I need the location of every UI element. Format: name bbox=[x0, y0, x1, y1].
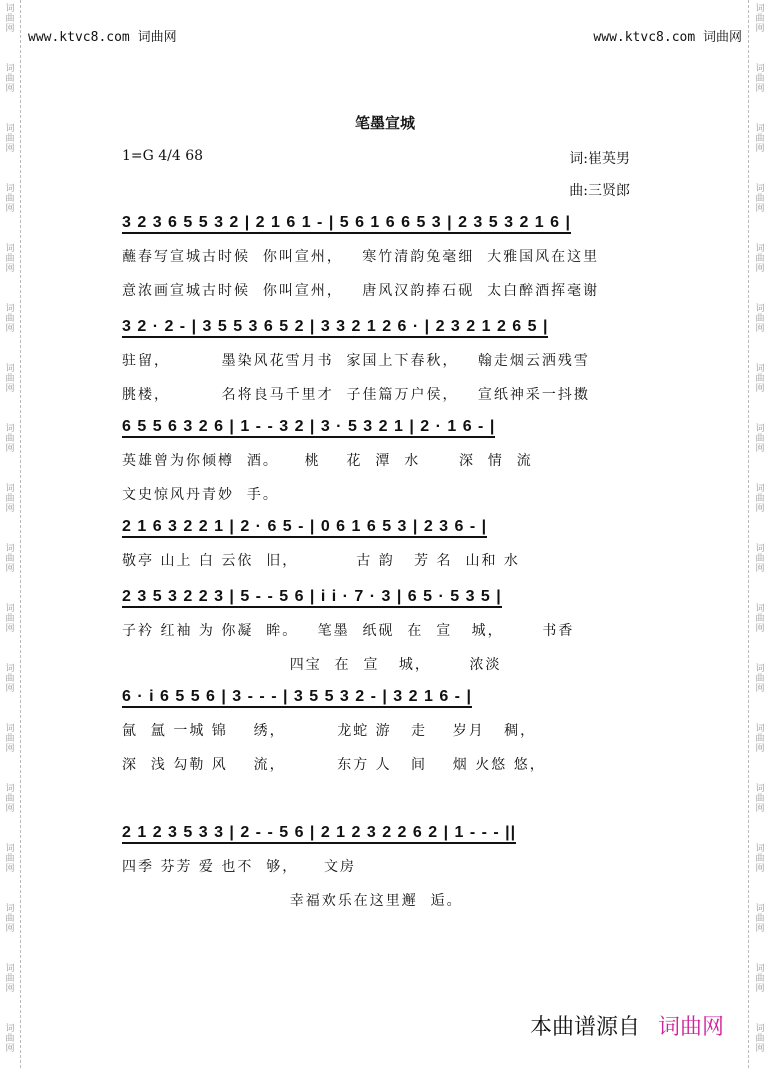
watermark-char: 词 bbox=[755, 244, 765, 254]
watermark-group bbox=[752, 184, 768, 244]
watermark-char: 词 bbox=[5, 844, 15, 854]
watermark-char: 网 bbox=[755, 84, 765, 94]
watermark-char: 词 bbox=[755, 424, 765, 434]
watermark-group bbox=[2, 244, 18, 304]
watermark-group bbox=[752, 964, 768, 1024]
watermark-char: 曲 bbox=[755, 314, 765, 324]
watermark-char: 网 bbox=[755, 264, 765, 274]
watermark-group bbox=[752, 544, 768, 604]
watermark-group bbox=[2, 484, 18, 544]
watermark-group bbox=[2, 364, 18, 424]
watermark-char: 曲 bbox=[755, 494, 765, 504]
watermark-char: 曲 bbox=[755, 554, 765, 564]
notation-notes: 2 1 2 3 5 3 3 | 2 - - 5 6 | 2 1 2 3 2 2 6 2 | 1 - - - || bbox=[122, 824, 516, 844]
watermark-char: 网 bbox=[5, 504, 15, 514]
watermark-char: 网 bbox=[5, 1044, 15, 1054]
watermark-group bbox=[2, 4, 18, 64]
watermark-char: 词 bbox=[755, 1024, 765, 1034]
watermark-group bbox=[2, 904, 18, 964]
watermark-group bbox=[752, 604, 768, 664]
watermark-char: 网 bbox=[755, 984, 765, 994]
notation-notes: 3 2 3 6 5 5 3 2 | 2 1 6 1 - | 5 6 1 6 6 5 3 | 2 3 5 3 2 1 6 | bbox=[122, 214, 571, 234]
watermark-char: 网 bbox=[755, 204, 765, 214]
watermark-group bbox=[752, 4, 768, 64]
watermark-char: 曲 bbox=[755, 1034, 765, 1044]
left-watermark-column bbox=[2, 0, 18, 1072]
watermark-char: 曲 bbox=[755, 194, 765, 204]
watermark-group bbox=[2, 1024, 18, 1084]
watermark-group bbox=[2, 724, 18, 784]
right-watermark-column bbox=[752, 0, 768, 1072]
watermark-char: 词 bbox=[755, 664, 765, 674]
header-left-url[interactable]: www.ktvc8.com 词曲网 bbox=[28, 30, 177, 45]
watermark-group bbox=[752, 904, 768, 964]
watermark-char: 曲 bbox=[5, 374, 15, 384]
watermark-char: 网 bbox=[5, 744, 15, 754]
watermark-char: 网 bbox=[755, 1044, 765, 1054]
watermark-char: 曲 bbox=[755, 374, 765, 384]
notation-notes: 2 3 5 3 2 2 3 | 5 - - 5 6 | i i · 7 · 3 | 6 5 · 5 3 5 | bbox=[122, 588, 502, 608]
watermark-char: 曲 bbox=[755, 74, 765, 84]
watermark-char: 网 bbox=[5, 684, 15, 694]
watermark-char: 网 bbox=[5, 984, 15, 994]
watermark-char: 曲 bbox=[5, 314, 15, 324]
watermark-char: 网 bbox=[5, 144, 15, 154]
watermark-char: 词 bbox=[5, 364, 15, 374]
lyric-line: 氤 氲 一城 锦 绣， 龙蛇 游 走 岁月 稠， bbox=[122, 723, 537, 739]
watermark-char: 曲 bbox=[5, 134, 15, 144]
watermark-char: 词 bbox=[5, 4, 15, 14]
watermark-char: 网 bbox=[755, 924, 765, 934]
notation-line bbox=[122, 316, 642, 342]
watermark-char: 网 bbox=[755, 144, 765, 154]
watermark-char: 词 bbox=[755, 484, 765, 494]
watermark-char: 网 bbox=[755, 564, 765, 574]
watermark-group bbox=[752, 424, 768, 484]
watermark-char: 网 bbox=[755, 324, 765, 334]
right-margin-rule bbox=[748, 0, 749, 1068]
watermark-group bbox=[752, 1024, 768, 1084]
watermark-char: 词 bbox=[5, 484, 15, 494]
watermark-char: 曲 bbox=[5, 914, 15, 924]
watermark-char: 网 bbox=[755, 444, 765, 454]
watermark-group bbox=[2, 184, 18, 244]
watermark-char: 词 bbox=[5, 64, 15, 74]
watermark-char: 曲 bbox=[5, 434, 15, 444]
watermark-group bbox=[2, 424, 18, 484]
watermark-char: 网 bbox=[5, 204, 15, 214]
watermark-char: 网 bbox=[5, 24, 15, 34]
watermark-char: 曲 bbox=[755, 254, 765, 264]
watermark-char: 词 bbox=[5, 1024, 15, 1034]
watermark-char: 词 bbox=[755, 724, 765, 734]
lyric-line: 四季 芬芳 爱 也不 够， 文房 bbox=[122, 859, 357, 875]
watermark-char: 网 bbox=[5, 864, 15, 874]
watermark-char: 曲 bbox=[5, 494, 15, 504]
watermark-char: 曲 bbox=[755, 674, 765, 684]
watermark-char: 词 bbox=[755, 364, 765, 374]
watermark-char: 词 bbox=[5, 424, 15, 434]
watermark-char: 网 bbox=[755, 804, 765, 814]
footer-brand-link[interactable]: 词曲网 bbox=[657, 1015, 724, 1040]
watermark-char: 词 bbox=[755, 4, 765, 14]
watermark-char: 曲 bbox=[5, 14, 15, 24]
watermark-group bbox=[752, 304, 768, 364]
song-title: 笔墨宣城 bbox=[354, 114, 415, 132]
watermark-char: 曲 bbox=[5, 974, 15, 984]
watermark-group bbox=[2, 844, 18, 904]
watermark-char: 网 bbox=[5, 324, 15, 334]
watermark-char: 曲 bbox=[755, 794, 765, 804]
watermark-char: 网 bbox=[755, 744, 765, 754]
watermark-char: 网 bbox=[755, 24, 765, 34]
watermark-group bbox=[752, 784, 768, 844]
lyric-line: 文史惊风丹青妙 手。 bbox=[122, 487, 279, 503]
lyric-line: 蘸春写宣城古时候 你叫宣州， 寒竹清韵兔毫细 大雅国风在这里 bbox=[122, 249, 600, 265]
watermark-char: 曲 bbox=[5, 74, 15, 84]
watermark-char: 词 bbox=[5, 184, 15, 194]
notation-line bbox=[122, 822, 642, 848]
watermark-char: 词 bbox=[5, 604, 15, 614]
watermark-char: 词 bbox=[5, 784, 15, 794]
watermark-char: 曲 bbox=[5, 854, 15, 864]
watermark-group bbox=[752, 244, 768, 304]
watermark-char: 网 bbox=[5, 804, 15, 814]
watermark-group bbox=[752, 124, 768, 184]
lyric-line: 深 浅 勾勒 风 流， 东方 人 间 烟 火悠 悠， bbox=[122, 757, 546, 773]
watermark-group bbox=[752, 844, 768, 904]
notation-notes: 2 1 6 3 2 2 1 | 2 · 6 5 - | 0 6 1 6 5 3 | 2 3 6 - | bbox=[122, 518, 487, 538]
watermark-char: 词 bbox=[5, 124, 15, 134]
watermark-char: 曲 bbox=[755, 974, 765, 984]
lyric-line: 敬亭 山上 白 云依 旧， 古 韵 芳 名 山和 水 bbox=[122, 553, 520, 569]
notation-notes: 6 5 5 6 3 2 6 | 1 - - 3 2 | 3 · 5 3 2 1 | 2 · 1 6 - | bbox=[122, 418, 495, 438]
notation-line bbox=[122, 516, 642, 542]
watermark-char: 网 bbox=[5, 924, 15, 934]
notation-line bbox=[122, 586, 642, 612]
watermark-char: 曲 bbox=[755, 434, 765, 444]
watermark-char: 词 bbox=[755, 604, 765, 614]
watermark-char: 曲 bbox=[755, 134, 765, 144]
watermark-char: 词 bbox=[755, 64, 765, 74]
watermark-char: 曲 bbox=[755, 14, 765, 24]
watermark-char: 曲 bbox=[755, 914, 765, 924]
watermark-char: 曲 bbox=[5, 554, 15, 564]
lyric-line: 幸福欢乐在这里邂 逅。 bbox=[122, 893, 463, 909]
watermark-char: 词 bbox=[755, 304, 765, 314]
watermark-char: 曲 bbox=[5, 674, 15, 684]
lyric-line: 英雄曾为你倾樽 酒。 桃 花 潭 水 深 情 流 bbox=[122, 453, 533, 469]
notation-notes: 3 2 · 2 - | 3 5 5 3 6 5 2 | 3 3 2 1 2 6 · | 2 3 2 1 2 6 5 | bbox=[122, 318, 548, 338]
watermark-char: 词 bbox=[5, 244, 15, 254]
watermark-char: 词 bbox=[755, 784, 765, 794]
watermark-char: 词 bbox=[5, 964, 15, 974]
notation-notes: 6 · i 6 5 5 6 | 3 - - - | 3 5 5 3 2 - | 3 2 1 6 - | bbox=[122, 688, 472, 708]
watermark-group bbox=[2, 664, 18, 724]
watermark-char: 网 bbox=[755, 864, 765, 874]
watermark-group bbox=[752, 364, 768, 424]
watermark-group bbox=[2, 124, 18, 184]
lyricist: 词:崔英男 bbox=[569, 151, 630, 167]
watermark-group bbox=[2, 784, 18, 844]
watermark-group bbox=[752, 664, 768, 724]
watermark-char: 曲 bbox=[5, 734, 15, 744]
watermark-char: 网 bbox=[755, 384, 765, 394]
watermark-char: 曲 bbox=[755, 854, 765, 864]
watermark-char: 曲 bbox=[5, 794, 15, 804]
watermark-char: 词 bbox=[755, 904, 765, 914]
notation-line bbox=[122, 212, 642, 238]
watermark-char: 词 bbox=[5, 724, 15, 734]
watermark-char: 词 bbox=[5, 304, 15, 314]
watermark-group bbox=[2, 304, 18, 364]
watermark-char: 词 bbox=[755, 184, 765, 194]
watermark-char: 网 bbox=[755, 504, 765, 514]
watermark-char: 曲 bbox=[5, 1034, 15, 1044]
watermark-char: 词 bbox=[755, 544, 765, 554]
watermark-char: 网 bbox=[755, 624, 765, 634]
lyric-line: 四宝 在 宣 城， 浓淡 bbox=[122, 657, 502, 673]
header-right-url[interactable]: www.ktvc8.com 词曲网 bbox=[593, 30, 742, 45]
watermark-char: 网 bbox=[5, 444, 15, 454]
watermark-char: 曲 bbox=[5, 194, 15, 204]
lyric-line: 驻留， 墨染风花雪月书 家国上下春秋， 翰走烟云洒残雪 bbox=[122, 353, 590, 369]
footer-source-text: 本曲谱源自 bbox=[529, 1015, 640, 1040]
watermark-char: 网 bbox=[5, 384, 15, 394]
watermark-group bbox=[2, 964, 18, 1024]
watermark-char: 词 bbox=[5, 544, 15, 554]
watermark-char: 曲 bbox=[755, 614, 765, 624]
watermark-char: 网 bbox=[755, 684, 765, 694]
source-footer bbox=[530, 1010, 724, 1041]
composer: 曲:三贤郎 bbox=[569, 183, 630, 199]
notation-line bbox=[122, 686, 642, 712]
lyric-line: 意浓画宣城古时候 你叫宣州， 唐风汉韵捧石砚 太白醉酒挥毫谢 bbox=[122, 283, 600, 299]
watermark-group bbox=[752, 724, 768, 784]
watermark-char: 网 bbox=[5, 564, 15, 574]
watermark-char: 词 bbox=[5, 664, 15, 674]
key-signature: 1=G 4/4 68 bbox=[122, 148, 204, 164]
watermark-char: 词 bbox=[5, 904, 15, 914]
watermark-group bbox=[2, 604, 18, 664]
left-margin-rule bbox=[20, 0, 21, 1068]
lyric-line: 子衿 红袖 为 你凝 眸。 笔墨 纸砚 在 宣 城， 书香 bbox=[122, 623, 575, 639]
watermark-char: 曲 bbox=[755, 734, 765, 744]
watermark-char: 曲 bbox=[5, 614, 15, 624]
notation-line bbox=[122, 416, 642, 442]
watermark-char: 网 bbox=[5, 624, 15, 634]
watermark-char: 词 bbox=[755, 124, 765, 134]
watermark-char: 词 bbox=[755, 844, 765, 854]
watermark-group bbox=[2, 544, 18, 604]
lyric-line: 朓楼， 名将良马千里才 子佳篇万户侯， 宣纸神采一抖擞 bbox=[122, 387, 590, 403]
watermark-group bbox=[752, 484, 768, 544]
watermark-char: 曲 bbox=[5, 254, 15, 264]
watermark-char: 网 bbox=[5, 84, 15, 94]
watermark-char: 词 bbox=[755, 964, 765, 974]
watermark-char: 网 bbox=[5, 264, 15, 274]
